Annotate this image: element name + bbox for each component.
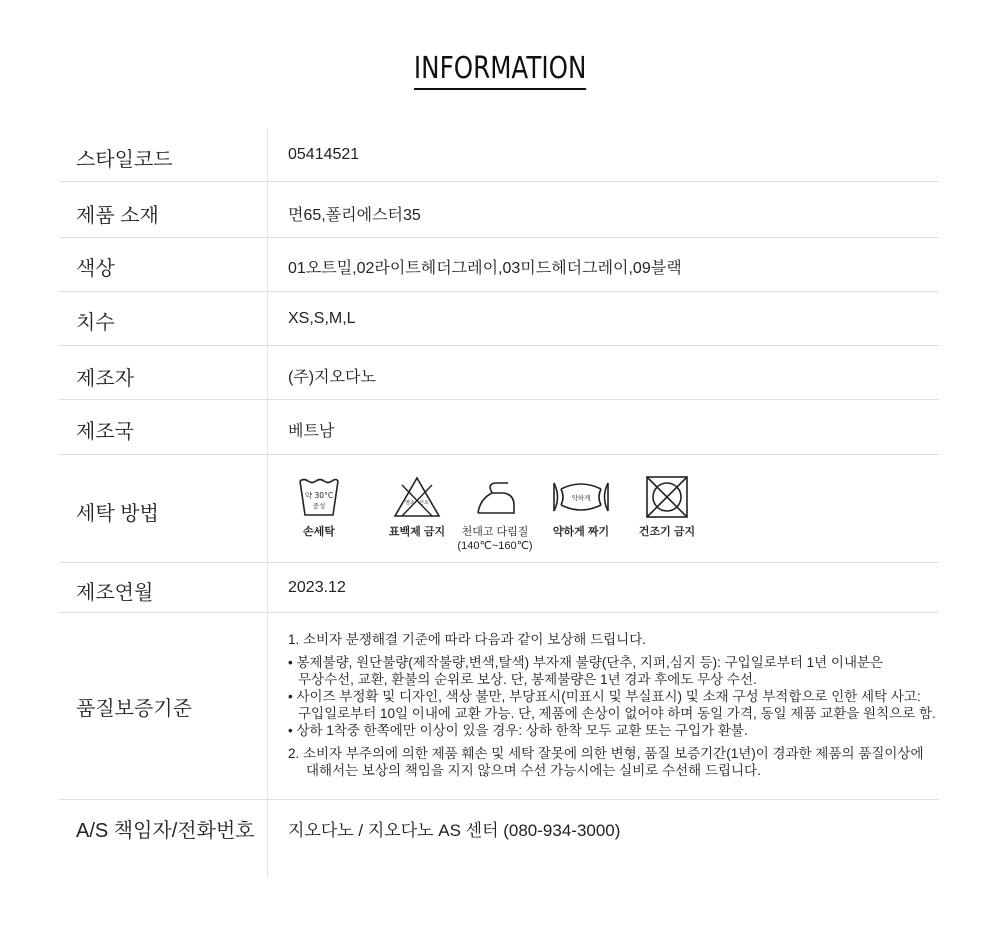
no-bleach-caption: 표백제 금지 bbox=[388, 526, 446, 538]
label-size: 치수 bbox=[76, 312, 115, 334]
row-country bbox=[59, 400, 939, 455]
care-item-no-dryer bbox=[631, 473, 703, 553]
quality-line-5: 구입일로부터 10일 이내에 교환 가능. 단, 제품에 손상이 없어야 하며 동일 가격, 동일 제품 교환을 원칙으로 함. bbox=[298, 706, 936, 721]
label-quality: 품질보증기준 bbox=[76, 698, 192, 720]
no-bleach-icon bbox=[393, 473, 441, 521]
row-color bbox=[59, 238, 939, 292]
row-style-code bbox=[59, 128, 939, 182]
iron-caption: 천대고 다림질 bbox=[461, 526, 529, 538]
wring-gently-icon bbox=[551, 473, 611, 521]
info-table bbox=[59, 128, 939, 880]
value-maker: (주)지오다노 bbox=[288, 369, 376, 386]
quality-text bbox=[288, 631, 938, 779]
label-style-code: 스타일코드 bbox=[76, 149, 173, 171]
quality-line-3: 무상수선, 교환, 환불의 순위로 보상. 단, 봉제불량은 1년 경과 후에도 무상 수선. bbox=[298, 672, 757, 687]
value-color: 01오트밀,02라이트헤더그레이,03미드헤더그레이,09블랙 bbox=[288, 260, 682, 277]
value-style-code: 05414521 bbox=[288, 146, 360, 163]
iron-temp-range: (140℃~160℃) bbox=[457, 540, 533, 552]
hand-wash-caption: 손세탁 bbox=[303, 526, 335, 538]
quality-line-7: 2. 소비자 부주의에 의한 제품 훼손 및 세탁 잘못에 의한 변형, 품질 보증기간(1년)이 경과한 제품의 품질이상에 bbox=[288, 746, 924, 761]
value-material: 면65,폴리에스터35 bbox=[288, 207, 421, 224]
quality-line-4: • 사이즈 부정확 및 디자인, 색상 불만, 부당표시(미표시 및 부실표시) 및 소재 구성 부적합으로 인한 세탁 사고: bbox=[288, 689, 921, 704]
label-washing: 세탁 방법 bbox=[76, 503, 159, 525]
label-as: A/S 책임자/전화번호 bbox=[76, 820, 255, 842]
row-as bbox=[59, 800, 939, 880]
value-date: 2023.12 bbox=[288, 579, 346, 596]
title-wrap bbox=[0, 52, 1000, 90]
value-size: XS,S,M,L bbox=[288, 310, 356, 327]
no-dryer-caption: 건조기 금지 bbox=[638, 526, 696, 538]
hand-wash-temp: 약 30°C bbox=[304, 491, 334, 500]
label-date: 제조연월 bbox=[76, 582, 154, 604]
row-washing bbox=[59, 455, 939, 563]
row-maker bbox=[59, 346, 939, 400]
quality-line-8: 대해서는 보상의 책임을 지지 않으며 수선 가능시에는 실비로 수선해 드립니다. bbox=[306, 763, 761, 778]
iron-icon bbox=[472, 473, 518, 521]
row-size bbox=[59, 292, 939, 346]
care-item-wring bbox=[545, 473, 617, 553]
no-bleach-oxygen: 산소 bbox=[419, 500, 429, 506]
row-date bbox=[59, 563, 939, 613]
page-title: INFORMATION bbox=[414, 52, 586, 90]
value-as: 지오다노 / 지오다노 AS 센터 (080-934-3000) bbox=[288, 821, 621, 840]
value-country: 베트남 bbox=[288, 423, 335, 440]
quality-line-2: • 봉제불량, 원단불량(제작불량,변색,탈색) 부자재 불량(단추, 지퍼,심지 등): 구입일로부터 1년 이내분은 bbox=[288, 655, 884, 670]
row-material bbox=[59, 182, 939, 238]
no-tumble-dry-icon bbox=[645, 473, 689, 521]
care-item-hand-wash bbox=[283, 473, 355, 553]
care-item-no-bleach bbox=[381, 473, 453, 553]
quality-line-1: 1. 소비자 분쟁해결 기준에 따라 다음과 같이 보상해 드립니다. bbox=[288, 632, 646, 647]
care-symbols bbox=[283, 473, 703, 553]
wring-gently-text: 약하게 bbox=[571, 494, 591, 502]
label-material: 제품 소재 bbox=[76, 205, 159, 227]
label-maker: 제조자 bbox=[76, 368, 134, 390]
care-item-iron bbox=[459, 473, 531, 553]
quality-line-6: • 상하 1착중 한쪽에만 이상이 있을 경우: 상하 한착 모두 교환 또는 구입가 환불. bbox=[288, 723, 748, 738]
wring-gently-caption: 약하게 짜기 bbox=[552, 526, 610, 538]
no-bleach-chlorine: 염소 bbox=[405, 500, 415, 506]
label-color: 색상 bbox=[76, 258, 115, 280]
label-country: 제조국 bbox=[76, 421, 134, 443]
row-quality bbox=[59, 613, 939, 800]
hand-wash-neutral: 중성 bbox=[312, 502, 326, 510]
hand-wash-icon bbox=[297, 473, 341, 521]
